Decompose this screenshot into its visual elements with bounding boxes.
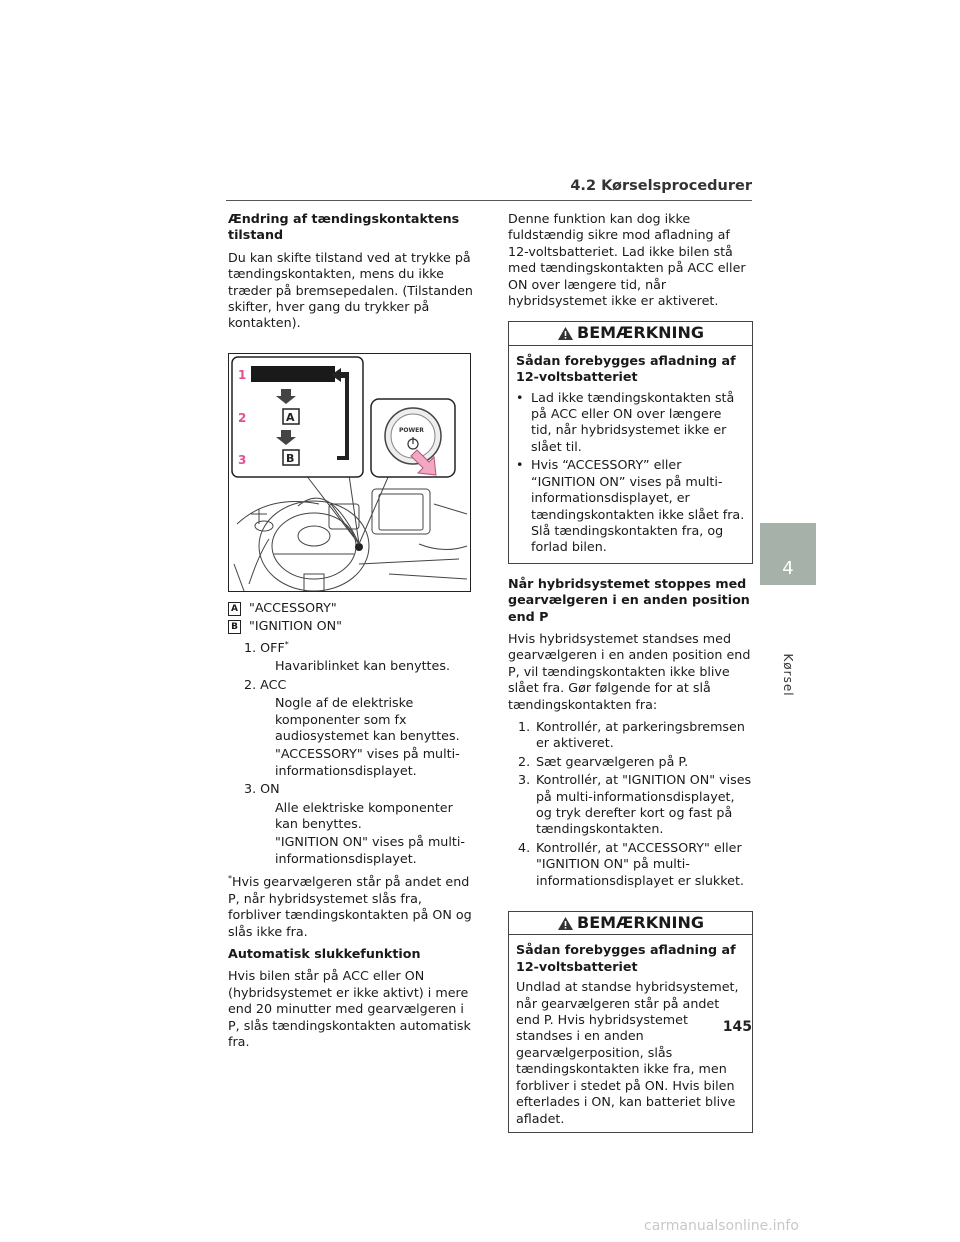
- step-number: 2.: [518, 753, 531, 769]
- legend-text: "ACCESSORY": [249, 599, 337, 615]
- legend-text: "IGNITION ON": [249, 618, 342, 634]
- notice-title-text: BEMÆRKNING: [577, 913, 704, 933]
- notice-title-text: BEMÆRKNING: [577, 323, 704, 343]
- notice-body: [509, 346, 752, 563]
- step-text: Sæt gearvælgeren på P.: [536, 753, 689, 769]
- section-heading: Ændring af tændingskontaktens tilstand: [228, 211, 460, 243]
- mode-item: [244, 677, 473, 693]
- mode-description: Nogle af de elektriske komponenter som fx audiosystemet kan benyttes.: [275, 695, 460, 743]
- mode-number: 3.: [244, 781, 257, 797]
- label-a: A: [286, 410, 295, 424]
- mode-number: 1.: [244, 639, 257, 655]
- step-item: [518, 840, 753, 889]
- intro-paragraph: Du kan skifte tilstand ved at trykke på tændingskontakten, mens du ikke træder på bremsepedalen. (Tilstanden skifter, hver gang du trykker på kontakten).: [228, 249, 473, 331]
- bullet-text: Hvis “ACCESSORY” eller “IGNITION ON” vises på multi-informationsdisplayet, er tændingskontakten ikke slået fra. Slå tændingskontakten fra, og forlad bilen.: [531, 457, 745, 555]
- chapter-label-text: Kørsel: [781, 653, 795, 697]
- notice-title: [509, 322, 752, 345]
- running-header: [226, 178, 752, 201]
- notice-bullet: [516, 457, 745, 555]
- mode-item: [244, 637, 473, 657]
- mode-footnote-mark: *: [284, 639, 289, 649]
- warning-icon: [557, 326, 574, 341]
- step-item: [518, 772, 753, 838]
- notice-text: Undlad at standse hybridsystemet, når gearvælgeren står på andet end P. Hvis hybridsystemet standses i en anden gearvælgerposition, slås tændingskontakten ikke fra, men forbliver i stedet på ON. Hvis bilen efterlades i ON, kan batteriet blive afladet.: [516, 979, 739, 1126]
- bullet-icon: •: [516, 457, 524, 473]
- step-number: 1.: [518, 718, 531, 734]
- footnote-text: Hvis gearvælgeren står på andet end P, når hybridsystemet slås fra, forbliver tændingskontakten på ON og slås ikke fra.: [228, 874, 472, 939]
- bullet-text: Lad ikke tændingskontakten stå på ACC eller ON over længere tid, når hybridsystemet ikke er slået til.: [531, 389, 735, 454]
- step-text: Kontrollér, at "ACCESSORY" eller "IGNITION ON" på multi-informationsdisplayet er slukket.: [536, 839, 744, 888]
- mode-number: 2.: [244, 676, 257, 692]
- warning-icon: [557, 916, 574, 931]
- step-text: Kontrollér, at "IGNITION ON" vises på multi-informationsdisplayet, og tryk derefter kort og fast på tændingskontakten.: [536, 772, 752, 837]
- stop-heading: Når hybridsystemet stoppes med gearvælgeren i en anden position end P: [508, 575, 750, 624]
- mode-label: OFF: [260, 639, 285, 655]
- auto-off-heading: Automatisk slukkefunktion: [228, 946, 421, 962]
- step-item: [518, 754, 753, 770]
- power-label: POWER: [399, 426, 424, 434]
- step-item: [518, 719, 753, 752]
- step-number: 3.: [518, 772, 531, 788]
- chapter-number: 4: [782, 558, 794, 579]
- chapter-tab[interactable]: [760, 523, 816, 585]
- footnote-mark: *: [228, 874, 232, 884]
- notice-bullet: [516, 390, 745, 456]
- steps-list: [508, 719, 753, 889]
- mode-number-1: 1: [238, 367, 247, 382]
- page-number: 145: [722, 1019, 752, 1035]
- mode-description: "IGNITION ON" vises på multi-informationsdisplayet.: [275, 834, 465, 866]
- battery-intro: Denne funktion kan dog ikke fuldstændig sikre mod afladning af 12-voltsbatteriet. Lad ikke bilen stå med tændingskontakten på ACC eller ON over længere tid, når hybridsystemet ikke er aktiveret.: [508, 211, 746, 309]
- auto-off-text: Hvis bilen står på ACC eller ON (hybridsystemet er ikke aktivt) i mere end 20 minutter med gearvælgeren i P, slås tændingskontakten automatisk fra.: [228, 968, 471, 1050]
- chapter-label: [778, 640, 798, 710]
- stop-intro: Hvis hybridsystemet standses med gearvælgeren i en anden position end P, vil tændingskontakten ikke blive slået fra. Gør følgende for at slå tændingskontakten fra:: [508, 630, 751, 712]
- legend-key: B: [228, 620, 241, 634]
- ignition-figure: [228, 353, 471, 592]
- mode-description: Alle elektriske komponenter kan benyttes.: [275, 799, 453, 831]
- mode-description: "ACCESSORY" vises på multi-informationsdisplayet.: [275, 746, 460, 778]
- mode-number-2: 2: [238, 410, 247, 425]
- mode-number-3: 3: [238, 452, 247, 467]
- notice-body: [509, 935, 752, 1131]
- legend-item: [228, 618, 473, 634]
- notice-box: [508, 911, 753, 1133]
- mode-item: [244, 781, 473, 797]
- notice-title: [509, 912, 752, 935]
- mode-list: [228, 637, 473, 868]
- legend-item: [228, 600, 473, 616]
- notice-heading: Sådan forebygges afladning af 12-voltsbatteriet: [516, 352, 736, 385]
- watermark: carmanualsonline.info: [644, 1218, 799, 1234]
- section-title: 4.2 Kørselsprocedurer: [570, 178, 752, 194]
- notice-heading: Sådan forebygges afladning af 12-voltsbatteriet: [516, 942, 736, 974]
- mode-label: ACC: [260, 676, 287, 692]
- footnote: [228, 871, 473, 940]
- right-column: [508, 211, 753, 1145]
- label-b: B: [286, 451, 295, 465]
- mode-description: Havariblinket kan benyttes.: [275, 658, 450, 674]
- step-text: Kontrollér, at parkeringsbremsen er aktiveret.: [536, 718, 745, 751]
- mode-label: ON: [260, 781, 280, 797]
- legend-key: A: [228, 602, 241, 616]
- ignition-illustration: [229, 354, 470, 591]
- bullet-icon: •: [516, 389, 524, 405]
- notice-box: [508, 321, 753, 563]
- left-column: [228, 211, 473, 1056]
- step-number: 4.: [518, 839, 531, 855]
